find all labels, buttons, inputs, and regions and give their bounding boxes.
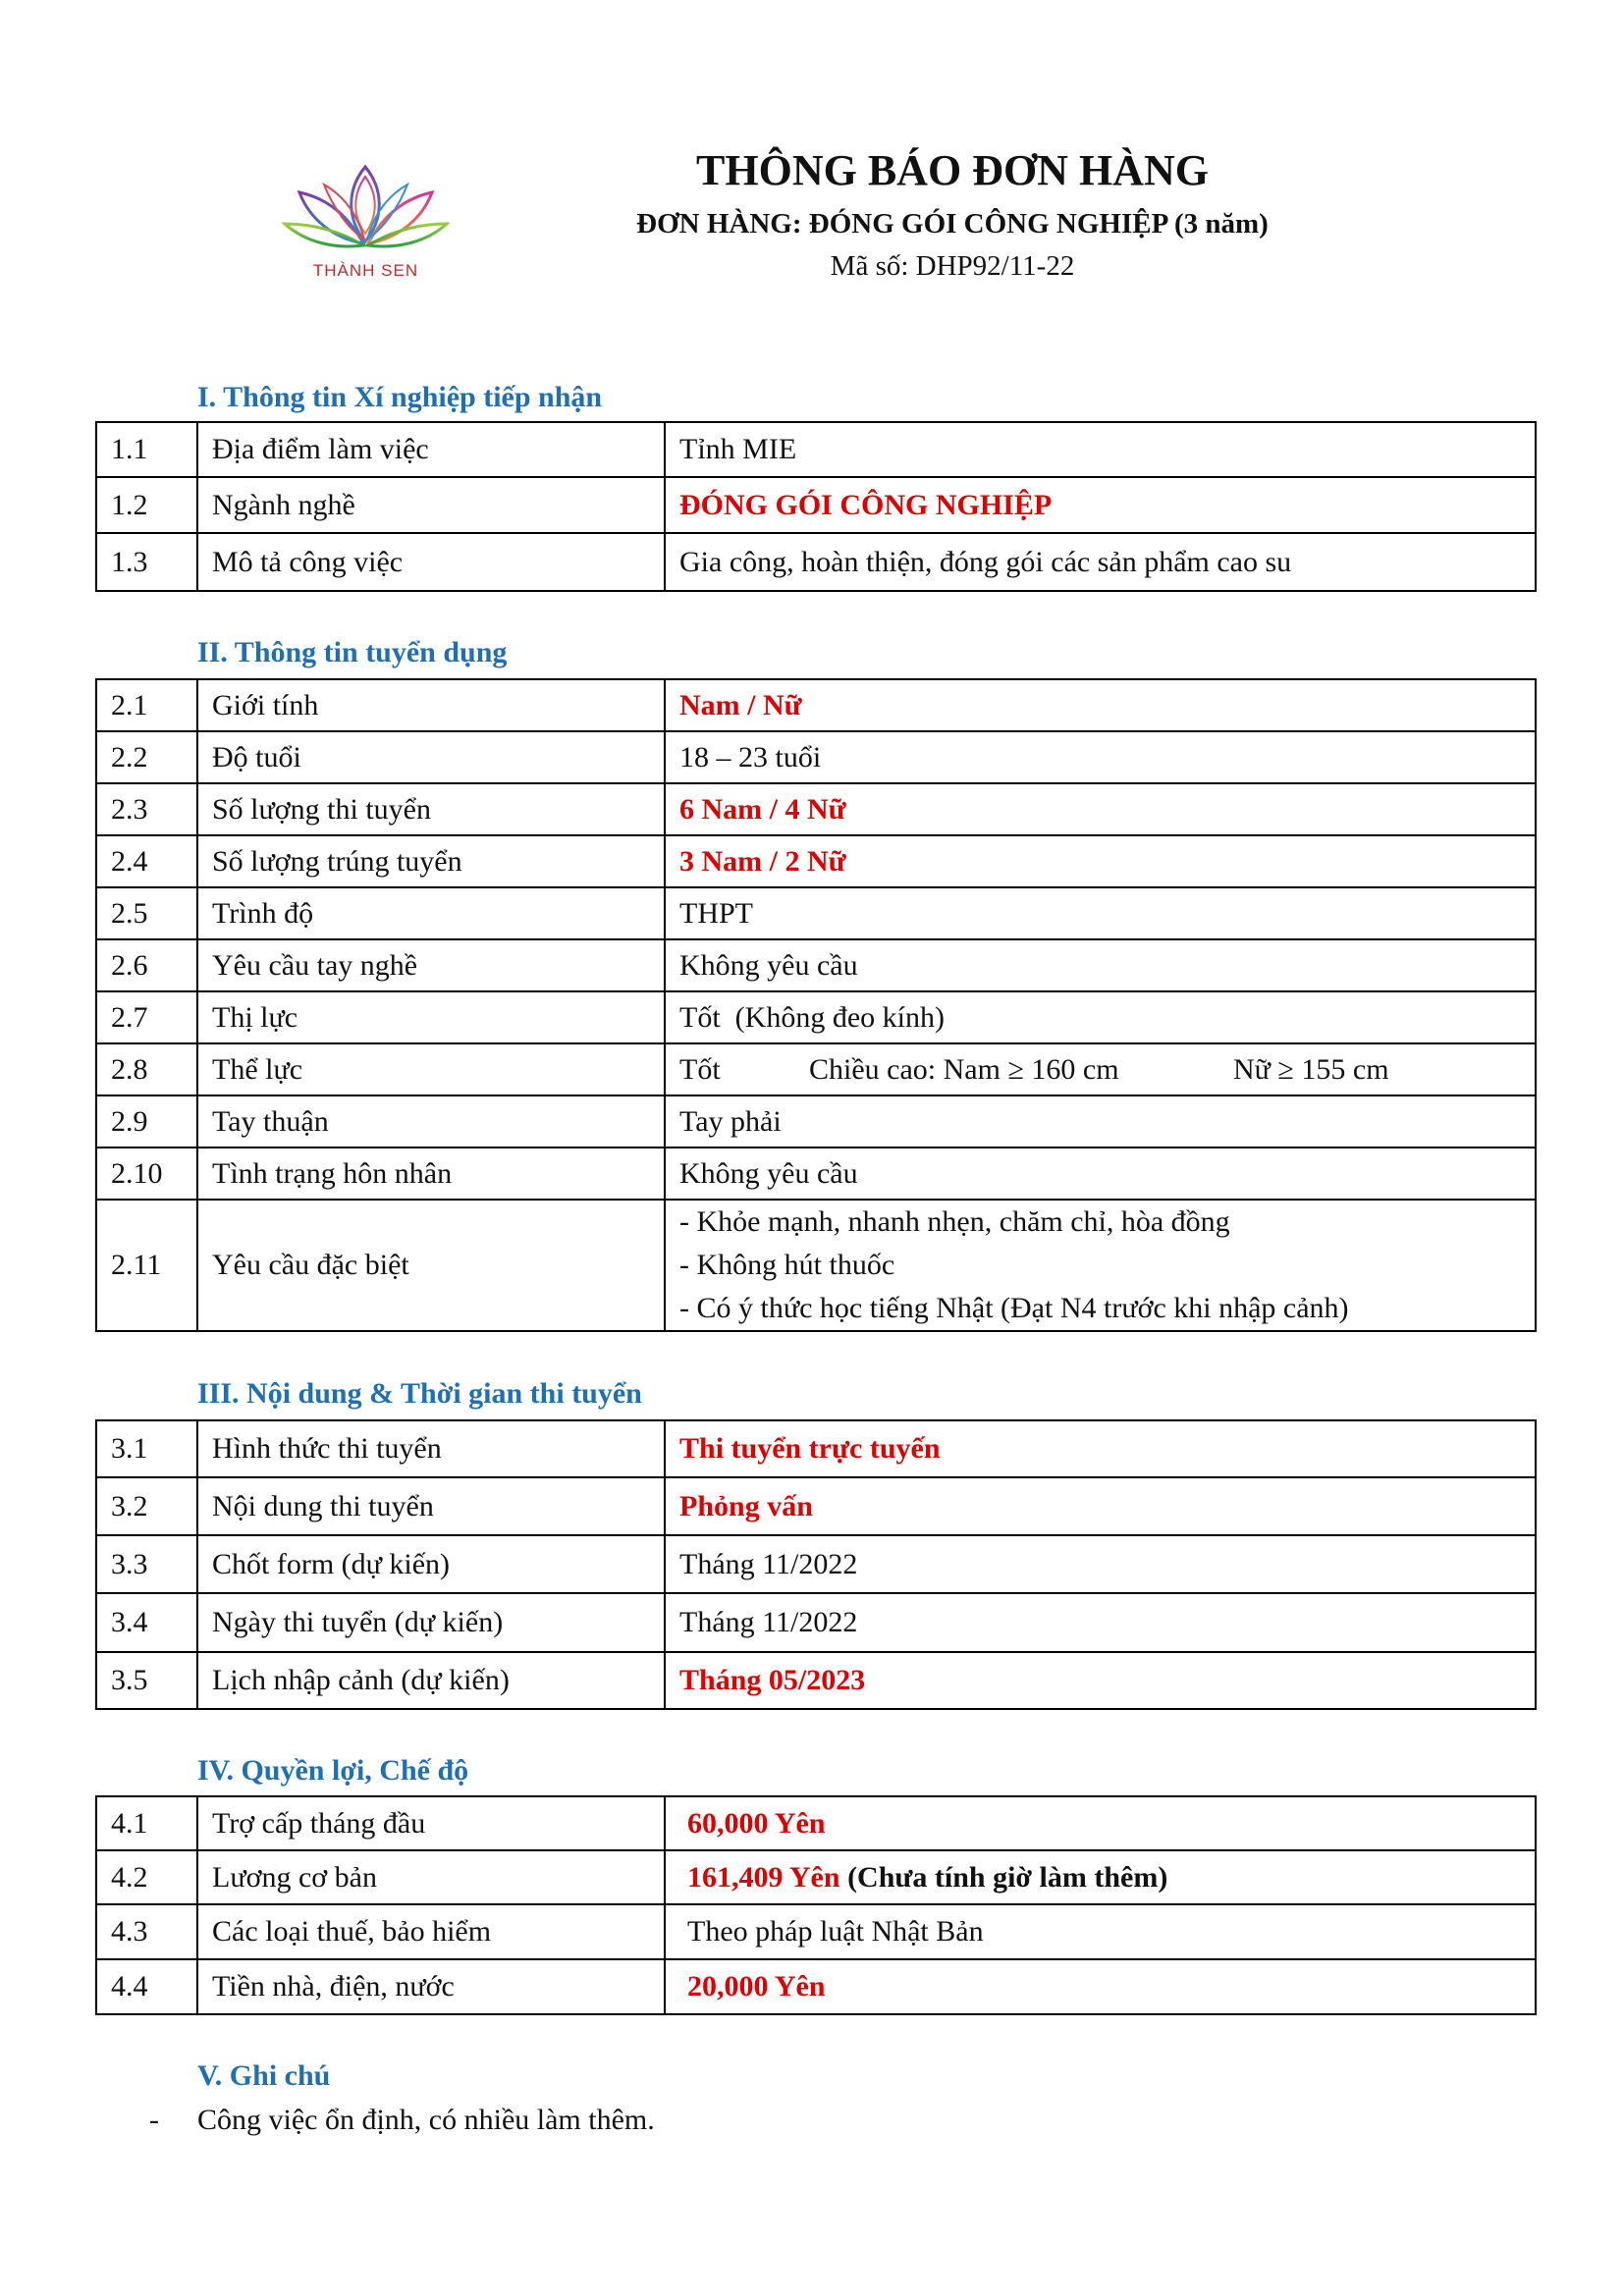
table-exam-info <box>95 1419 1537 1710</box>
row-value: Tháng 05/2023 <box>665 1652 1536 1709</box>
row-label: Chốt form (dự kiến) <box>197 1535 665 1593</box>
row-label: Lịch nhập cảnh (dự kiến) <box>197 1652 665 1709</box>
row-label: Thể lực <box>197 1043 665 1095</box>
company-logo <box>280 155 452 288</box>
row-value: Tay phải <box>665 1095 1536 1148</box>
table-row <box>96 477 1536 533</box>
table-row <box>96 1850 1536 1904</box>
table-row <box>96 1200 1536 1331</box>
table-row <box>96 1095 1536 1148</box>
table-row <box>96 783 1536 835</box>
row-label: Ngày thi tuyển (dự kiến) <box>197 1593 665 1652</box>
row-number: 2.1 <box>96 679 197 731</box>
row-number: 3.4 <box>96 1593 197 1652</box>
table-company-info <box>95 421 1537 592</box>
requirement-line: - Khỏe mạnh, nhanh nhẹn, chăm chỉ, hòa đồng <box>679 1205 1230 1238</box>
row-value: Tháng 11/2022 <box>665 1535 1536 1593</box>
table-row <box>96 1652 1536 1709</box>
height-male: Chiều cao: Nam ≥ 160 cm <box>809 1052 1119 1086</box>
row-value: 20,000 Yên <box>665 1959 1536 2014</box>
fitness-value: Tốt <box>679 1052 721 1086</box>
row-label: Số lượng thi tuyển <box>197 783 665 835</box>
row-number: 4.3 <box>96 1904 197 1959</box>
row-label: Giới tính <box>197 679 665 731</box>
table-benefits <box>95 1795 1537 2015</box>
row-value <box>665 1043 1536 1095</box>
row-label: Tiền nhà, điện, nước <box>197 1959 665 2014</box>
row-label: Tình trạng hôn nhân <box>197 1148 665 1200</box>
salary-value: 161,409 Yên <box>687 1860 840 1894</box>
table-row <box>96 1148 1536 1200</box>
table-row <box>96 1959 1536 2014</box>
row-label: Độ tuổi <box>197 731 665 783</box>
row-value: Theo pháp luật Nhật Bản <box>665 1904 1536 1959</box>
row-value: 18 – 23 tuổi <box>665 731 1536 783</box>
table-row <box>96 731 1536 783</box>
table-row <box>96 1593 1536 1652</box>
row-value: 60,000 Yên <box>665 1796 1536 1850</box>
row-number: 4.1 <box>96 1796 197 1850</box>
section-heading-5: V. Ghi chú <box>197 2059 331 2092</box>
section-heading-2: II. Thông tin tuyển dụng <box>197 636 508 668</box>
row-value: THPT <box>665 887 1536 939</box>
row-value: Thi tuyển trực tuyến <box>665 1420 1536 1477</box>
row-value: 3 Nam / 2 Nữ <box>665 835 1536 887</box>
row-value: 6 Nam / 4 Nữ <box>665 783 1536 835</box>
row-value: ĐÓNG GÓI CÔNG NGHIỆP <box>665 477 1536 533</box>
row-label: Trình độ <box>197 887 665 939</box>
table-row <box>96 991 1536 1043</box>
height-female: Nữ ≥ 155 cm <box>1233 1052 1389 1086</box>
logo-text: THÀNH SEN <box>312 261 419 280</box>
requirement-line: - Có ý thức học tiếng Nhật (Đạt N4 trước khi nhập cảnh) <box>679 1292 1349 1324</box>
table-row <box>96 887 1536 939</box>
table-row <box>96 1043 1536 1095</box>
document-subtitle: ĐƠN HÀNG: ĐÓNG GÓI CÔNG NGHIỆP (3 năm) <box>636 208 1269 240</box>
row-number: 1.2 <box>96 477 197 533</box>
row-value: Tháng 11/2022 <box>665 1593 1536 1652</box>
lotus-icon <box>280 155 452 263</box>
row-number: 2.4 <box>96 835 197 887</box>
row-label: Thị lực <box>197 991 665 1043</box>
salary-note: (Chưa tính giờ làm thêm) <box>847 1860 1168 1894</box>
row-label: Yêu cầu tay nghề <box>197 939 665 991</box>
requirement-line: - Không hút thuốc <box>679 1249 895 1281</box>
row-number: 2.3 <box>96 783 197 835</box>
row-number: 2.9 <box>96 1095 197 1148</box>
row-value: Gia công, hoàn thiện, đóng gói các sản phẩm cao su <box>665 533 1536 591</box>
note-bullet: - <box>149 2104 159 2136</box>
table-row <box>96 939 1536 991</box>
row-number: 3.2 <box>96 1477 197 1535</box>
row-label: Tay thuận <box>197 1095 665 1148</box>
table-row <box>96 422 1536 477</box>
row-label: Nội dung thi tuyển <box>197 1477 665 1535</box>
row-number: 2.6 <box>96 939 197 991</box>
table-row <box>96 835 1536 887</box>
row-label: Mô tả công việc <box>197 533 665 591</box>
row-value: Tỉnh MIE <box>665 422 1536 477</box>
row-number: 2.10 <box>96 1148 197 1200</box>
row-number: 3.1 <box>96 1420 197 1477</box>
table-row <box>96 679 1536 731</box>
row-value: Tốt (Không đeo kính) <box>665 991 1536 1043</box>
row-label: Ngành nghề <box>197 477 665 533</box>
row-value <box>665 1200 1536 1331</box>
order-code: Mã số: DHP92/11-22 <box>830 250 1075 282</box>
row-label: Yêu cầu đặc biệt <box>197 1200 665 1331</box>
table-row <box>96 1420 1536 1477</box>
row-label: Các loại thuế, bảo hiểm <box>197 1904 665 1959</box>
table-row <box>96 1535 1536 1593</box>
table-row <box>96 1904 1536 1959</box>
row-number: 1.3 <box>96 533 197 591</box>
row-number: 2.11 <box>96 1200 197 1331</box>
row-value <box>665 1850 1536 1904</box>
row-label: Lương cơ bản <box>197 1850 665 1904</box>
table-row <box>96 533 1536 591</box>
row-value: Nam / Nữ <box>665 679 1536 731</box>
table-recruitment-info <box>95 678 1537 1332</box>
section-heading-4: IV. Quyền lợi, Chế độ <box>197 1754 469 1787</box>
table-row <box>96 1796 1536 1850</box>
row-number: 4.4 <box>96 1959 197 2014</box>
row-number: 4.2 <box>96 1850 197 1904</box>
row-number: 1.1 <box>96 422 197 477</box>
row-value: Phỏng vấn <box>665 1477 1536 1535</box>
section-heading-1: I. Thông tin Xí nghiệp tiếp nhận <box>197 381 603 413</box>
row-label: Địa điểm làm việc <box>197 422 665 477</box>
row-label: Số lượng trúng tuyển <box>197 835 665 887</box>
row-number: 3.3 <box>96 1535 197 1593</box>
document-title: THÔNG BÁO ĐƠN HÀNG <box>696 146 1209 194</box>
section-heading-3: III. Nội dung & Thời gian thi tuyển <box>197 1377 642 1410</box>
row-label: Hình thức thi tuyển <box>197 1420 665 1477</box>
table-row <box>96 1477 1536 1535</box>
note-text: Công việc ổn định, có nhiều làm thêm. <box>197 2104 655 2136</box>
row-number: 2.8 <box>96 1043 197 1095</box>
row-number: 3.5 <box>96 1652 197 1709</box>
row-number: 2.2 <box>96 731 197 783</box>
row-number: 2.7 <box>96 991 197 1043</box>
row-value: Không yêu cầu <box>665 1148 1536 1200</box>
row-label: Trợ cấp tháng đầu <box>197 1796 665 1850</box>
row-value: Không yêu cầu <box>665 939 1536 991</box>
row-number: 2.5 <box>96 887 197 939</box>
